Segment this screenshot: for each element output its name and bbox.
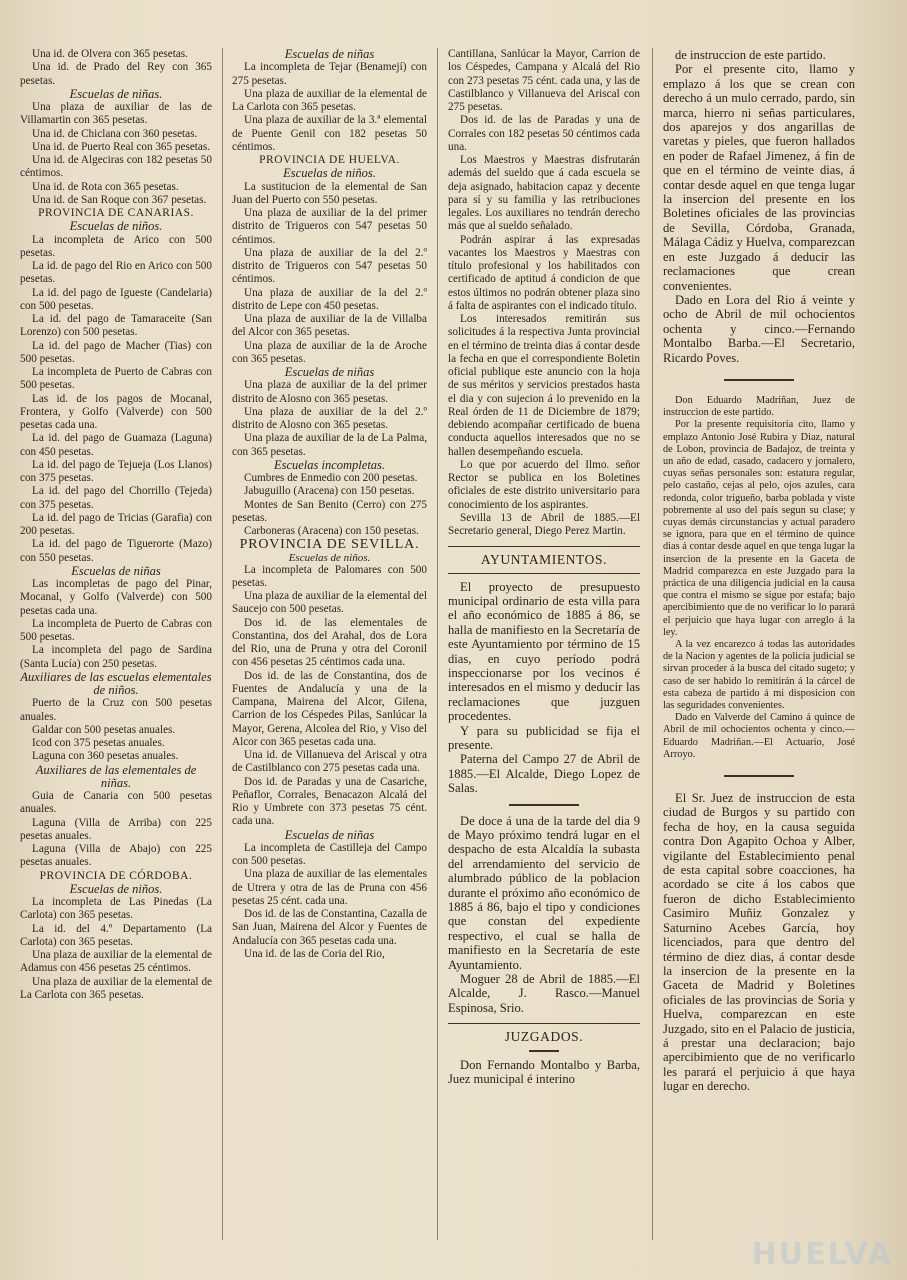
paragraph: La incompleta de Las Pinedas (La Carlota) con 365 pesetas. <box>20 896 212 922</box>
paragraph: Don Fernando Montalbo y Barba, Juez municipal é interino <box>448 1057 640 1086</box>
paragraph: La id. del pago del Chorrillo (Tejeda) con 375 pesetas. <box>20 485 212 511</box>
paragraph: Las id. de los pagos de Mocanal, Frontera, y Golfo (Valverde) con 500 pesetas cada una. <box>20 392 212 431</box>
section-heading: Escuelas de niñas <box>284 365 375 379</box>
paragraph: Paterna del Campo 27 de Abril de 1885.—El Alcalde, Diego Lopez de Salas. <box>448 752 640 796</box>
paragraph: Los Maestros y Maestras disfrutarán además del sueldo que á cada escuela se deja asignado, habitacion capaz y decente para sí y su familia y las retribuciones legales. Los auxiliares no tendrán derecho más que al sueldo señalado. <box>448 154 640 233</box>
separator-rule <box>509 804 579 806</box>
paragraph: Cantillana, Sanlúcar la Mayor, Carrion de los Céspedes, Campana y Alcalá del Rio con 273 pesetas 75 cént. cada una, y las de Castilblanco y Villanueva del Ariscal con 275 pesetas. <box>448 48 640 113</box>
paragraph: Una plaza de auxiliar de la elemental de La Carlota con 365 pesetas. <box>20 975 212 1001</box>
section-header-ayuntamientos: AYUNTAMIENTOS. <box>480 552 608 568</box>
paragraph: Sevilla 13 de Abril de 1885.—El Secretario general, Diego Perez Martin. <box>448 511 640 537</box>
paragraph: Una id. de Chiclana con 360 pesetas. <box>32 127 198 140</box>
paragraph: Por el presente cito, llamo y emplazo á los que se crean con derecho á un mulo cerrado, pardo, sin marca, hierro ni señas particulares, dos aparejos y dos angarillas de varetas y pieles, que fueron hallados en poder de Rafael Jimenez, á fin de que en el término de veinte dias, á contar desde aquel en que tenga lugar la insercion del presente en los Boletines oficiales de las provincias de Sevilla, Córdoba, Granada, Málaga Cádiz y Huelva, comparezcan en este Juzgado á deducir las reclamaciones que crean convenientes. <box>663 62 855 293</box>
paragraph: La incompleta de Tejar (Benamejí) con 275 pesetas. <box>232 61 427 87</box>
paragraph: Dos id. de las elementales de Constantina, dos del Arahal, dos de Lora del Rio, una de Pruna y otra del Coronil con 456 pesetas 25 céntimos cada una. <box>232 616 427 669</box>
paragraph: Una plaza de auxiliar de la de Aroche con 365 pesetas. <box>232 339 427 365</box>
paragraph: Montes de San Benito (Cerro) con 275 pesetas. <box>232 498 427 524</box>
paragraph: Carboneras (Aracena) con 150 pesetas. <box>244 525 419 537</box>
section-heading: Auxiliares de las escuelas elementales de niños. <box>20 669 212 697</box>
paragraph: Lo que por acuerdo del Ilmo. señor Rector se publica en los Boletines oficiales de este distrito universitario para conocimiento de los aspirantes. <box>448 458 640 511</box>
province-heading: PROVINCIA DE CANARIAS. <box>38 207 194 219</box>
paragraph: La incompleta de Puerto de Cabras con 500 pesetas. <box>20 366 212 392</box>
separator-rule <box>529 1050 559 1052</box>
paragraph: Dos id. de las de Constantina, Cazalla de San Juan, Mairena del Alcor y Fuentes de Andalucía con 365 pesetas cada una. <box>232 908 427 947</box>
paragraph: La incompleta de Arico con 500 pesetas. <box>20 233 212 259</box>
paragraph: La id. del pago de Macher (Tias) con 500 pesetas. <box>20 339 212 365</box>
province-heading: PROVINCIA DE CÓRDOBA. <box>39 869 193 882</box>
paragraph: La id. de pago del Rio en Arico con 500 pesetas. <box>20 260 212 286</box>
paragraph: Galdar con 500 pesetas anuales. <box>32 723 176 736</box>
section-heading: Escuelas incompletas. <box>273 457 386 472</box>
paragraph: La incompleta de Castilleja del Campo con 500 pesetas. <box>232 841 427 868</box>
paragraph: Guia de Canaria con 500 pesetas anuales. <box>20 790 212 816</box>
paragraph: Una plaza de auxiliar de la de Villalba del Alcor con 365 pesetas. <box>232 313 427 339</box>
column-divider <box>222 48 223 1240</box>
column-divider <box>437 48 438 1240</box>
paragraph: Puerto de la Cruz con 500 pesetas anuales. <box>20 697 212 723</box>
paragraph: Una plaza de auxiliar de la elemental de Adamus con 456 pesetas 25 céntimos. <box>20 949 212 975</box>
paragraph: Las incompletas de pago del Pinar, Mocanal, y Golfo (Valverde) con 500 pesetas cada una. <box>20 578 212 617</box>
section-rule <box>448 573 640 574</box>
section-heading: Escuelas de niños. <box>283 166 376 181</box>
paragraph: Laguna (Villa de Arriba) con 225 pesetas anuales. <box>20 816 212 842</box>
paragraph: De doce á una de la tarde del dia 9 de Mayo próximo tendrá lugar en el despacho de esta Alcaldía la subasta del arrendamiento del servicio de alumbrado público de la poblacion durante el próximo año económico de 1885 á 86, bajo el tipo y condiciones que constan del expediente respectivo, el cual se halla de manifiesto en la Secretaría de este Ayuntamiento. <box>448 813 640 972</box>
paragraph: Cumbres de Enmedio con 200 pesetas. <box>244 472 418 484</box>
paragraph: Una plaza de auxiliar de la del 2.º distrito de Trigueros con 547 pesetas 50 céntimos. <box>232 246 427 286</box>
section-heading: Auxiliares de las elementales de niñas. <box>35 762 197 790</box>
paragraph: La incompleta del pago de Sardina (Santa Lucía) con 250 pesetas. <box>20 644 212 670</box>
paragraph: La incompleta de Puerto de Cabras con 500 pesetas. <box>20 617 212 643</box>
paragraph: Una plaza de auxiliar de la elemental de La Carlota con 365 pesetas. <box>232 87 427 113</box>
paragraph: Una id. de Villanueva del Ariscal y otra de Castilblanco con 275 pesetas cada una. <box>232 749 427 775</box>
section-rule <box>448 1023 640 1024</box>
paragraph: Don Eduardo Madriñan, Juez de instruccion de este partido. <box>663 394 855 419</box>
paragraph: Jabuguillo (Aracena) con 150 pesetas. <box>244 485 415 498</box>
column-1 <box>20 48 212 1240</box>
paragraph: Una id. de las de Coria del Rio, <box>244 947 385 960</box>
section-header-juzgados: JUZGADOS. <box>504 1029 584 1045</box>
paragraph: Dos id. de las de Paradas y una de Corrales con 182 pesetas 50 céntimos cada una. <box>448 114 640 153</box>
section-heading: Escuelas de niñas <box>284 48 375 61</box>
paragraph: Una id. de Puerto Real con 365 pesetas. <box>32 140 211 153</box>
paragraph: La id. del pago de Tiguerorte (Mazo) con 550 pesetas. <box>20 538 212 564</box>
paragraph: Una plaza de auxiliar de la del primer distrito de Trigueros con 547 pesetas 50 céntimos. <box>232 207 427 246</box>
paragraph: Una plaza de auxiliar de la de La Palma, con 365 pesetas. <box>232 432 427 458</box>
paragraph: Dos id. de Paradas y una de Casariche, Peñaflor, Corrales, Benacazon Alcalá del Rio y Umbrete con 373 pesetas 75 cént. cada una. <box>232 775 427 828</box>
paragraph: El proyecto de presupuesto municipal ordinario de esta villa para el año económico de 1885 á 86, se halla de manifiesto en la Secretaría de este Ayuntamiento por término de 15 dias, en cuyo período podrá inspeccionarse por los vecinos é interesados en el mismo y deducir las reclamaciones que juzguen procedentes. <box>448 579 640 724</box>
paragraph: Una id. de San Roque con 367 pesetas. <box>32 193 207 206</box>
paragraph: La id. del pago de Guamaza (Laguna) con 450 pesetas. <box>20 432 212 458</box>
province-heading: PROVINCIA DE SEVILLA. <box>239 537 420 553</box>
paragraph: Los interesados remitirán sus solicitudes á la respectiva Junta provincial en el término de treinta dias á contar desde la fecha en que el correspondiente Boletin oficial publique este anuncio con la hoja de sus méritos y servicios prestados hasta el dia y con sujecion á lo prevenido en la Real órden de 11 de Diciembre de 1879; debiendo acompañar certificado de buena conducta aquellos interesados que no se hallen desempeñando escuela. <box>448 313 640 458</box>
paragraph: Una id. de Prado del Rey con 365 pesetas. <box>20 61 212 87</box>
paragraph: Laguna (Villa de Abajo) con 225 pesetas anuales. <box>20 843 212 869</box>
paragraph: Una plaza de auxiliar de la del 2.º distrito de Alosno con 365 pesetas. <box>232 405 427 431</box>
column-2 <box>232 48 427 1240</box>
paragraph: Podrán aspirar á las expresadas vacantes los Maestros y Maestras con título profesional y los habilitados con certificado de aptitud á condicion de que estos últimos no podrán obtener plaza sino á falta de aspirantes con el indicado título. <box>448 233 640 312</box>
paragraph: A la vez encarezco á todas las autoridades de la Nacion y agentes de la policía judicial se sirvan proceder á la busca del citado sugeto; y caso de ser habido lo remitirán á la cárcel de esta cabeza de partido á mi disposicion con las seguridades convenientes. <box>663 639 855 712</box>
watermark-logo: HUELVA <box>751 1237 893 1272</box>
paragraph: Laguna con 360 pesetas anuales. <box>32 750 179 763</box>
section-heading: Escuelas de niñas <box>71 563 161 578</box>
paragraph: Icod con 375 pesetas anuales. <box>32 737 165 749</box>
paragraph: Dos id. de las de Constantina, dos de Fuentes de Andalucía y una de la Campana, Mairena del Alcor, Gilena, Carrion de los Céspedes Pilas, Sanlúcar la Mayor, Gerena, Alcolea del Rio, y Viso del Alcor con 365 pesetas cada una. <box>232 669 427 748</box>
paragraph: Una plaza de auxiliar de las elementales de Utrera y otra de las de Pruna con 456 pesetas 25 cént. cada una. <box>232 868 427 907</box>
paragraph: La sustitucion de la elemental de San Juan del Puerto con 550 pesetas. <box>232 180 427 206</box>
province-heading: PROVINCIA DE HUELVA. <box>259 154 400 166</box>
column-3 <box>448 48 640 1240</box>
paragraph: El Sr. Juez de instruccion de esta ciudad de Burgos y su partido con fecha de hoy, en la causa seguida contra Don Agapito Ochoa y Alber, vigilante del Establecimiento penal de esta capital sobre coacciones, ha acordado se cite á los cabos que fueron de dicho Establecimiento Casimiro Muñiz Gonzalez y Saturnino Acebes García, hoy licenciados, para que dentro del término de diez dias, á contar desde la insercion de la presente en la Gaceta de Madrid y Boletines oficiales de las provincias de Soria y Huelva, comparezcan en este Juzgado, sito en el Palacio de justicia, á prestar una declaracion; bajo apercibimiento que de no verificarlo les parará el perjuicio á que haya lugar en derecho. <box>663 791 855 1094</box>
separator-rule <box>724 379 794 381</box>
section-rule <box>448 546 640 547</box>
paragraph: La id. del 4.º Departamento (La Carlota) con 365 pesetas. <box>20 922 212 948</box>
paragraph: Moguer 28 de Abril de 1885.—El Alcalde, J. Rasco.—Manuel Espinosa, Srio. <box>448 972 640 1015</box>
paragraph: Una plaza de auxiliar de la 3.ª elemental de Puente Genil con 182 pesetas 50 céntimos. <box>232 114 427 153</box>
paragraph: La incompleta de Palomares con 500 pesetas. <box>232 563 427 589</box>
paragraph: Y para su publicidad se fija el presente. <box>448 723 640 752</box>
section-heading: Escuelas de niños. <box>69 881 163 896</box>
section-heading: Escuelas de niños. <box>69 219 163 234</box>
paragraph: Una plaza de auxiliar de la elemental del Saucejo con 500 pesetas. <box>232 590 427 616</box>
paragraph: Dado en Valverde del Camino á quince de Abril de mil ochocientos ochenta y cinco.—Eduardo Madriñan.—El Actuario, José Arroyo. <box>663 712 855 760</box>
paragraph: Dado en Lora del Rio á veinte y ocho de Abril de mil ochocientos ochenta y cinco.—Fernando Montalbo Barba.—El Secretario, Ricardo Poves. <box>663 292 855 365</box>
paragraph: Una plaza de auxiliar de las de Villamartin con 365 pesetas. <box>20 101 212 127</box>
section-heading: Escuelas de niñas <box>284 827 375 842</box>
column-4 <box>663 48 855 1240</box>
paragraph: Una id. de Rota con 365 pesetas. <box>32 180 179 193</box>
paragraph: Una plaza de auxiliar de la del 2.º distrito de Lepe con 450 pesetas. <box>232 286 427 312</box>
paragraph: La id. del pago de Tejueja (Los Llanos) con 375 pesetas. <box>20 458 212 484</box>
separator-rule <box>724 775 794 777</box>
paragraph: Una id. de Algeciras con 182 pesetas 50 céntimos. <box>20 154 212 180</box>
paragraph: Por la presente requisitoria cito, llamo y emplazo Antonio José Rubira y Diaz, natural de Lobon, provincia de Badajoz, de treinta y un año de edad, casado, cadacero y jornalero, cuyas señas personales son: estatura regular, pelo castaño, cejas al pelo, ojos azules, cara redonda, color trigueño, barba poblada y viste pobremente al uso del país segun su clase; y cuyas demás circunstancias y actual paradero se ignora, para que en el término de quince dias á contar desde aquel en que tenga lugar la insercion de la presente en la Gaceta de Madrid comparezca en este Juzgado para la práctica de una diligencia judicial en la causa que contra el mismo se sigue por estafa; bajo apercibimiento que de no verificar lo lo parará el perjuicio que haya lugar con arreglo á la ley. <box>663 419 855 638</box>
section-heading: Escuelas de niñas. <box>69 86 163 101</box>
paragraph: La id. del pago de Tricias (Garafia) con 200 pesetas. <box>20 511 212 537</box>
paragraph: La id. del pago de Igueste (Candelaria) con 500 pesetas. <box>20 286 212 312</box>
column-divider <box>652 48 653 1240</box>
paragraph: La id. del pago de Tamaraceite (San Lorenzo) con 500 pesetas. <box>20 313 212 339</box>
paragraph: Una id. de Olvera con 365 pesetas. <box>32 48 188 60</box>
section-heading: Escuelas de niños. <box>288 551 371 564</box>
paragraph: Una plaza de auxiliar de la del primer distrito de Alosno con 365 pesetas. <box>232 379 427 405</box>
paragraph: de instruccion de este partido. <box>675 48 826 62</box>
